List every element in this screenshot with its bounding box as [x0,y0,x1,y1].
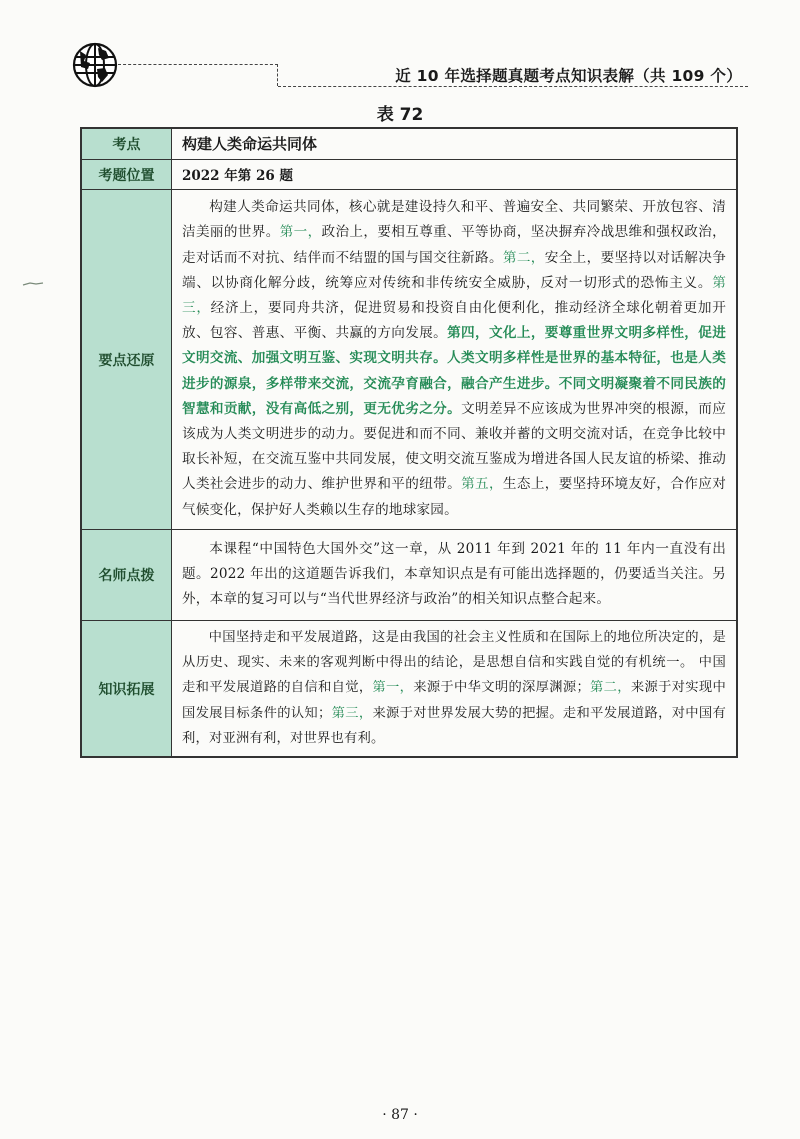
key-points-cell [172,190,738,530]
teacher-tips-cell [172,530,738,621]
text-segment: 第一， [372,680,414,696]
extension-cell [172,621,738,758]
row-label-teacher-tips: 名师点拨 [81,530,172,621]
extension-text [182,625,726,751]
page-number: · 87 · [382,1107,418,1123]
header-dotted-line [118,64,278,65]
text-segment: 第三， [331,705,373,721]
text-segment: 安全上，要坚持以对话解决争端、以协商化解分歧，统筹应对传统和非传统安全威胁，反对一切形式的恐怖主义。 [182,249,726,291]
teacher-tips-text: 本课程“中国特色大国外交”这一章，从 2011 年到 2021 年的 11 年内一直没有出题。2022 年出的这道题告诉我们，本章知识点是有可能出选择题的，仍要适当关注。另外，本章的复习可以与“当代世界经济与政治”的相关知识点整合起来。 [182,540,726,608]
globe-logo-icon [72,42,118,88]
text-segment: 第五， [461,476,503,493]
text-segment: 政治上，要相互尊重、平等协商，坚决摒弃冷战思维和强权政治，走对话而不对抗、结伴而不结盟的国与国交往新路。 [182,224,726,266]
table-row [81,128,737,160]
position-value: 2022 年第 26 题 [172,160,738,190]
table-title: 表 72 [376,105,424,125]
key-points-text [182,195,726,523]
knowledge-table [80,127,738,758]
text-segment: 第一， [279,224,322,241]
text-segment: 文明差异不应该成为世界冲突的根源，而应该成为人类文明进步的动力。要促进和而不同、兼收并蓄的文明交流对话，在竞争比较中取长补短，在交流互鉴中共同发展，使文明交流互鉴成为增进各国人民友谊的桥梁、推动人类社会进步的动力、维护世界和平的纽带。 [182,400,726,493]
row-label-extension: 知识拓展 [81,621,172,758]
text-segment: 构建人类命运共同体，核心就是建设持久和平、普遍安全、共同繁荣、开放包容、清洁美丽的世界。 [182,199,726,241]
text-segment: 第二， [502,249,545,266]
text-segment: 来源于对实现中国发展目标条件的认知； [182,680,726,721]
header-dotted-line-connector [277,64,278,86]
table-row [81,190,737,530]
table-row [81,621,737,758]
text-segment: 来源于中华文明的深厚渊源； [413,680,590,696]
text-segment: 第二， [589,680,631,696]
running-header-title: 近 10 年选择题真题考点知识表解（共 109 个） [395,67,742,85]
row-label-key-points: 要点还原 [81,190,172,530]
text-segment: 来源于对世界发展大势的把握。走和平发展道路，对中国有利，对亚洲有利，对世界也有利。 [182,705,727,746]
text-segment: 中国坚持走和平发展道路，这是由我国的社会主义性质和在国际上的地位所决定的，是从历史、现实、未来的客观判断中得出的结论，是思想自信和实践自觉的有机统一。 中国走和平发展道路的自信和自觉， [182,630,726,696]
text-segment: 经济上，要同舟共济，促进贸易和投资自由化便利化，推动经济全球化朝着更加开放、包容、普惠、平衡、共赢的方向发展。 [182,299,727,342]
header-dotted-line [278,86,748,87]
scan-mark [22,281,44,287]
text-segment: 第四，文化上，要尊重世界文明多样性，促进文明交流、加强文明互鉴、实现文明共存。人类文明多样性是世界的基本特征，也是人类进步的源泉，多样带来交流，交流孕育融合，融合产生进步。不同文明凝聚着不同民族的智慧和贡献，没有高低之别，更无优劣之分。 [182,325,726,417]
table-row [81,530,737,621]
table-row [81,160,737,190]
text-segment: 第三， [182,274,726,316]
topic-value: 构建人类命运共同体 [172,128,738,160]
row-label-position: 考题位置 [81,160,172,190]
text-segment: 生态上，要坚持环境友好，合作应对气候变化，保护好人类赖以生存的地球家园。 [182,476,727,518]
row-label-topic: 考点 [81,128,172,160]
